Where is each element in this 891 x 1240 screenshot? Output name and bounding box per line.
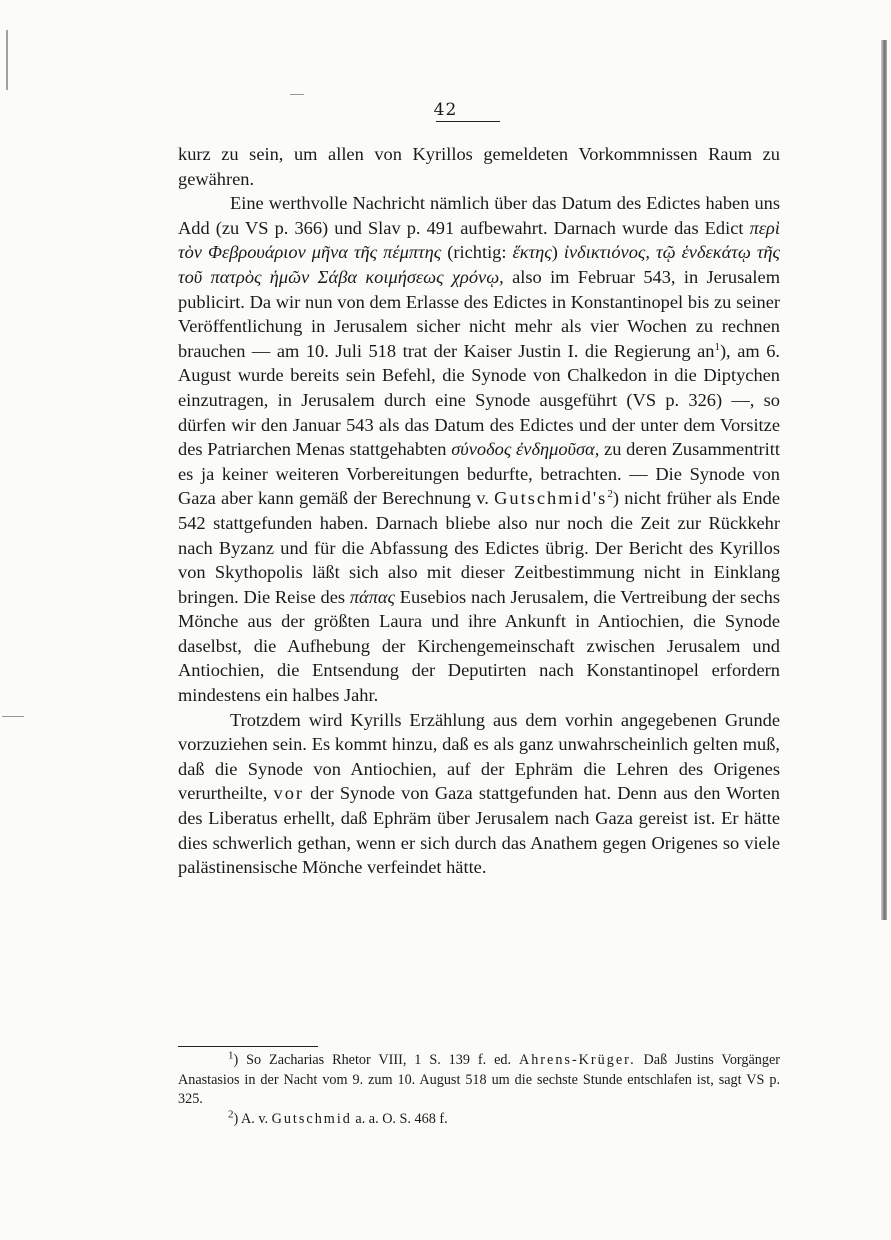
- text-run: Daß Justins Vorgänger Anastasios in der Nacht vom 9. zum 10. August 518 um die sechste Stunde entschlafen ist, sagt VS p. 325.: [178, 1052, 780, 1108]
- footnote-rule: [178, 1046, 318, 1047]
- scan-edge-left: [6, 30, 8, 90]
- spaced-name: Gutschmid: [271, 1110, 352, 1127]
- spaced-name: Ahrens-Krüger.: [518, 1052, 636, 1068]
- scan-edge-right: [881, 40, 887, 920]
- footnote-marker: 2: [607, 488, 613, 501]
- footnote-marker: 1: [228, 1049, 234, 1062]
- page-number: 42: [433, 100, 458, 120]
- text-run: der Synode von Gaza stattgefunden hat. Denn aus den Worten des Liberatus erhellt, daß Ephräm über Jerusalem nach Gaza gereist ist. Er hätte dies schwerlich gethan, wenn er sich durch das Anathem gegen Origenes so viele palästinensische Mönche verfeindet hätte.: [178, 783, 780, 878]
- text-run: kurz zu sein, um allen von Kyrillos gemeldeten Vorkommnissen Raum zu gewähren.: [178, 144, 780, 189]
- text-run: ) nicht früher als Ende 542 stattgefunden haben. Darnach bliebe also nur noch die Zeit zur Rückkehr nach Byzanz und für die Abfassung des Edictes übrig. Der Bericht des Kyrillos von Skythopolis läßt sich also mit dieser Zeitbestimmung nicht in Einklang bringen. Die Reise des: [178, 488, 780, 607]
- text-run: also im Februar 543, in Jerusalem publicirt. Da wir nun von dem Erlasse des Edictes in Konstantinopel bis zu seiner Veröffentlichung in Jerusalem sicher nicht mehr als vier Wochen zu rechnen brauchen — am 10. Juli 518 trat der Kaiser Justin I. die Regierung an: [178, 266, 781, 361]
- footnote: [178, 1051, 780, 1110]
- body-text: [178, 142, 780, 880]
- text-run: (richtig:: [441, 242, 513, 263]
- text-run: ), am 6. August wurde bereits sein Befehl, die Synode von Chalkedon in die Diptychen einzutragen, in Jerusalem durch eine Synode ausgeführt (VS p. 326) —, so dürfen wir den Januar 543 als das Datum des Edictes und der unter dem Vorsitze des Patriarchen Menas stattgehabten: [178, 340, 780, 460]
- greek-text: πάπας: [349, 586, 396, 607]
- footnote-marker: 1: [714, 340, 720, 353]
- paragraph: [178, 708, 780, 880]
- text-run: ) A. v.: [233, 1110, 272, 1127]
- text-run: a. a. O. S. 468 f.: [351, 1110, 448, 1127]
- footnote: [178, 1110, 780, 1130]
- scan-tick-left: [2, 716, 24, 717]
- spaced-name: Gutschmid's: [494, 488, 608, 509]
- text-run: zu deren Zusammentritt es ja keiner weiteren Vorbereitungen bedurfte, betrachten. — Die Synode von Gaza aber kann gemäß der Berechnung v.: [178, 439, 780, 509]
- paragraph: [178, 191, 780, 707]
- text-run: Eine werthvolle Nachricht nämlich über das Datum des Edictes haben uns Add (zu VS p. 366) und Slav p. 491 aufbewahrt. Darnach wurde das Edict: [178, 193, 780, 238]
- spaced-name: vor: [273, 783, 305, 804]
- text-run: Eusebios nach Jerusalem, die Vertreibung der sechs Mönche aus der größten Laura und ihre Ankunft in Antiochien, die Synode daselbst, die Aufhebung der Kirchengemeinschaft zwischen Jerusalem und Antiochien, die Entsendung der Deputirten nach Konstantinopel erfordern mindestens ein halbes Jahr.: [178, 586, 780, 706]
- scan-tick-top: [290, 94, 304, 95]
- text-run: ) So Zacharias Rhetor VIII, 1 S. 139 f. ed.: [233, 1052, 519, 1068]
- footnotes: [178, 1051, 780, 1129]
- page-number-rule: [436, 121, 500, 122]
- greek-text: ἕκτης: [512, 242, 552, 263]
- paragraph: [178, 142, 780, 191]
- greek-text: ἰνδικτιόνος, τῷ ἑνδεκάτῳ τῆς τοῦ πατρὸς ἡμῶν Σάβα κοιμήσεως χρόνῳ,: [178, 242, 781, 287]
- footnote-marker: 2: [228, 1108, 234, 1121]
- greek-text: σύνοδος ἐνδημοῦσα,: [451, 439, 600, 460]
- text-run: Trotzdem wird Kyrills Erzählung aus dem vorhin angegebenen Grunde vorzuziehen sein. Es kommt hinzu, daß es als ganz unwahrscheinlich gelten muß, daß die Synode von Antiochien, auf der Ephräm die Lehren des Origenes verurtheilte,: [178, 709, 780, 804]
- greek-text: περὶ τὸν Φεβρουάριον μῆνα τῆς πέμπτης: [178, 217, 780, 263]
- text-run: ): [551, 242, 564, 263]
